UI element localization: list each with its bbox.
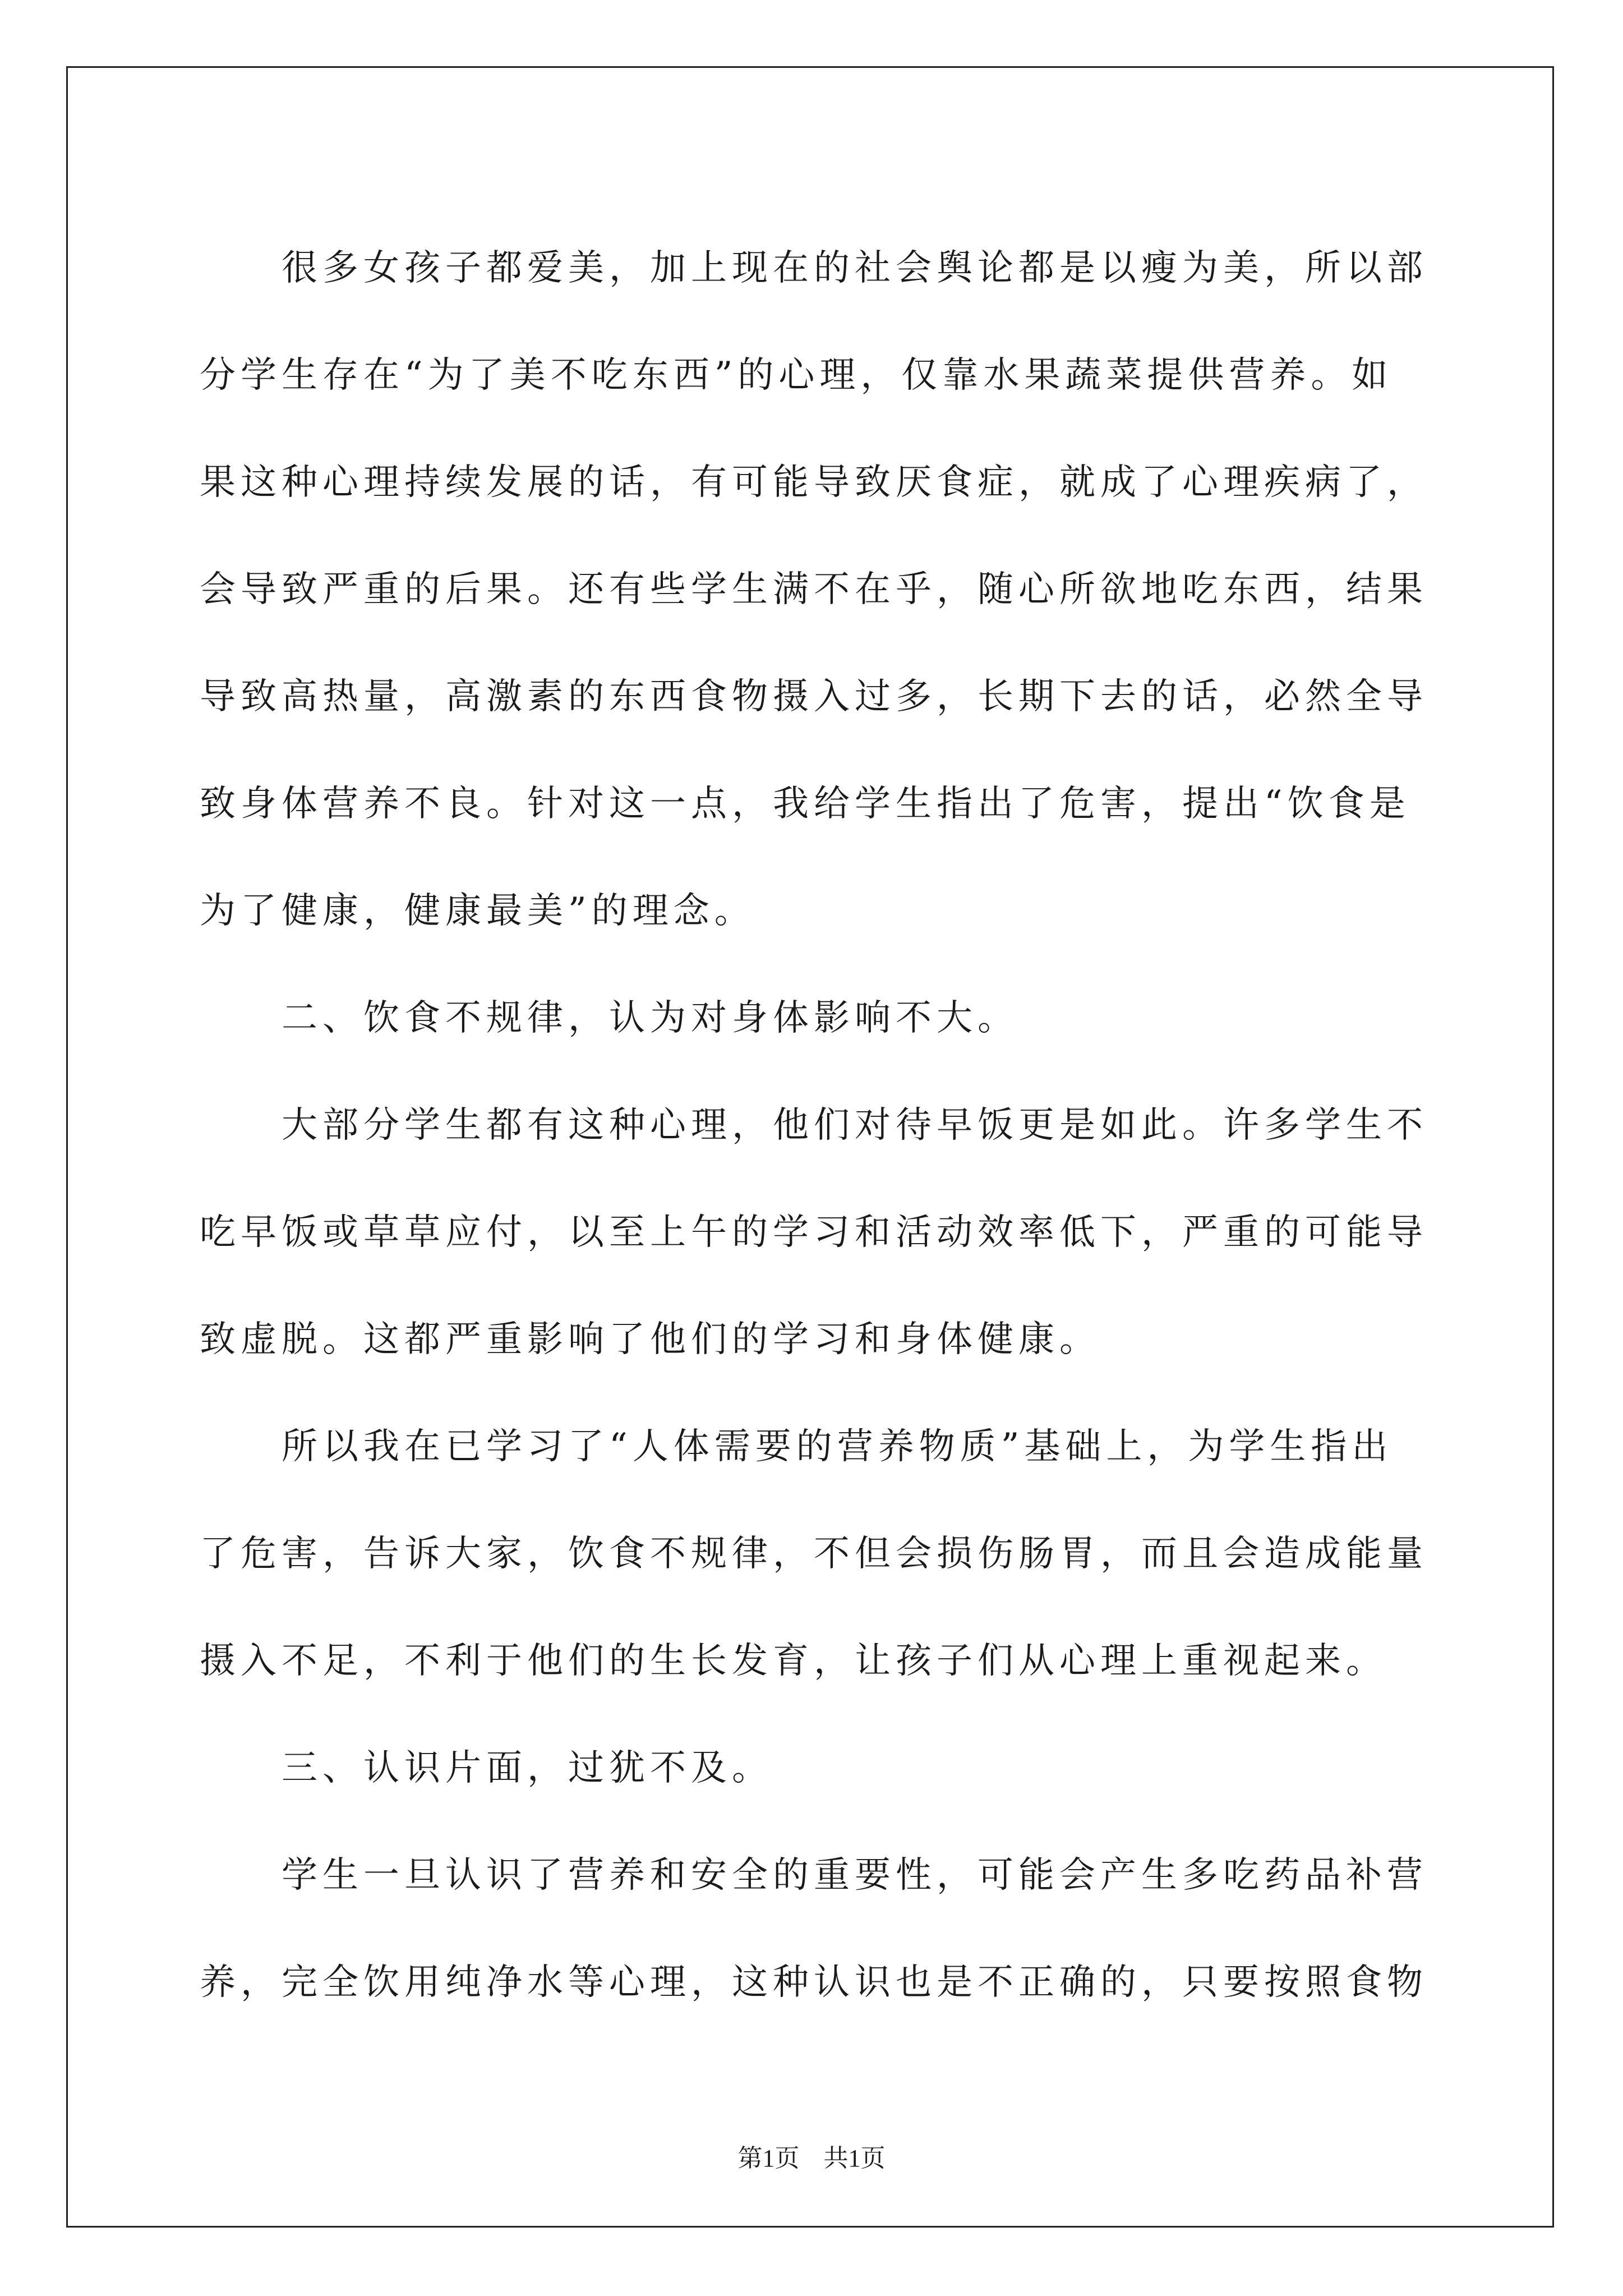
text-line: 为了健康，健康最美”的理念。 xyxy=(200,890,755,932)
text-line: 学生一旦认识了营养和安全的重要性，可能会产生多吃药品补营 xyxy=(282,1855,1428,1896)
text-line: 大部分学生都有这种心理，他们对待早饭更是如此。许多学生不 xyxy=(282,1105,1428,1146)
paragraph xyxy=(200,215,1428,965)
section-heading xyxy=(200,1715,1428,1822)
text-line: 会导致严重的后果。还有些学生满不在乎，随心所欲地吃东西，结果 xyxy=(200,569,1428,610)
text-line: 养，完全饮用纯净水等心理，这种认识也是不正确的，只要按照食物 xyxy=(200,1962,1428,2003)
text-line: 二、饮食不规律，认为对身体影响不大。 xyxy=(282,997,1018,1039)
paragraph xyxy=(200,1822,1428,2036)
text-line: 摄入不足，不利于他们的生长发育，让孩子们从心理上重视起来。 xyxy=(200,1640,1387,1682)
paragraph xyxy=(200,1393,1428,1715)
text-line: 分学生存在“为了美不吃东西”的心理，仅靠水果蔬菜提供营养。如 xyxy=(200,355,1393,396)
paragraph xyxy=(200,1072,1428,1393)
text-line: 致虚脱。这都严重影响了他们的学习和身体健康。 xyxy=(200,1319,1100,1360)
text-line: 果这种心理持续发展的话，有可能导致厌食症，就成了心理疾病了， xyxy=(200,462,1428,503)
text-line: 三、认识片面，过犹不及。 xyxy=(282,1747,773,1789)
text-line: 了危害，告诉大家，饮食不规律，不但会损伤肠胃，而且会造成能量 xyxy=(200,1533,1428,1575)
page-number: 第1页 xyxy=(737,2145,800,2172)
text-line: 吃早饭或草草应付，以至上午的学习和活动效率低下，严重的可能导 xyxy=(200,1212,1428,1253)
page-total: 共1页 xyxy=(823,2145,886,2172)
text-line: 导致高热量，高激素的东西食物摄入过多，长期下去的话，必然全导 xyxy=(200,676,1428,717)
section-heading xyxy=(200,965,1428,1072)
document-body xyxy=(200,215,1428,2036)
text-line: 致身体营养不良。针对这一点，我给学生指出了危害，提出“饮食是 xyxy=(200,783,1410,825)
page-footer xyxy=(0,2142,1623,2175)
text-line: 很多女孩子都爱美，加上现在的社会舆论都是以瘦为美，所以部 xyxy=(282,247,1428,289)
text-line: 所以我在已学习了“人体需要的营养物质”基础上，为学生指出 xyxy=(282,1426,1393,1467)
